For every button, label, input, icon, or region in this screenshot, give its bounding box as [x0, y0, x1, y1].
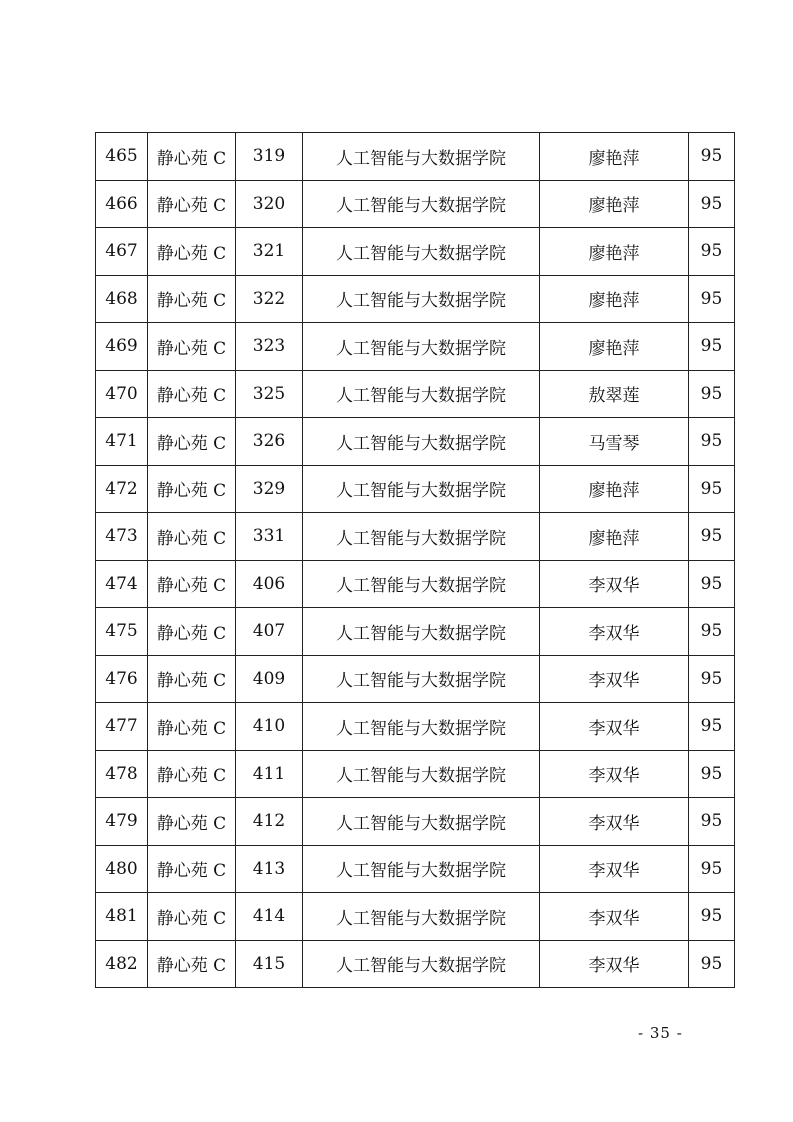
cell-room-number: 414: [236, 893, 303, 941]
cell-serial-number: 470: [96, 370, 148, 418]
cell-room-number: 411: [236, 750, 303, 798]
cell-supervisor-name: 李双华: [540, 655, 689, 703]
cell-college: 人工智能与大数据学院: [303, 180, 540, 228]
cell-room-number: 323: [236, 323, 303, 371]
cell-college: 人工智能与大数据学院: [303, 845, 540, 893]
cell-score: 95: [689, 655, 735, 703]
cell-room-number: 325: [236, 370, 303, 418]
cell-serial-number: 476: [96, 655, 148, 703]
table-row: [96, 940, 735, 988]
cell-building: 静心苑 C: [148, 940, 236, 988]
cell-serial-number: 480: [96, 845, 148, 893]
cell-room-number: 410: [236, 703, 303, 751]
cell-supervisor-name: 李双华: [540, 750, 689, 798]
cell-score: 95: [689, 845, 735, 893]
table-row: [96, 798, 735, 846]
cell-building: 静心苑 C: [148, 275, 236, 323]
table-row: [96, 655, 735, 703]
cell-supervisor-name: 马雪琴: [540, 418, 689, 466]
cell-building: 静心苑 C: [148, 750, 236, 798]
cell-serial-number: 482: [96, 940, 148, 988]
cell-room-number: 326: [236, 418, 303, 466]
cell-room-number: 329: [236, 465, 303, 513]
cell-building: 静心苑 C: [148, 893, 236, 941]
cell-supervisor-name: 李双华: [540, 608, 689, 656]
cell-building: 静心苑 C: [148, 798, 236, 846]
cell-building: 静心苑 C: [148, 513, 236, 561]
cell-building: 静心苑 C: [148, 655, 236, 703]
cell-serial-number: 466: [96, 180, 148, 228]
cell-building: 静心苑 C: [148, 608, 236, 656]
cell-serial-number: 468: [96, 275, 148, 323]
cell-score: 95: [689, 560, 735, 608]
cell-college: 人工智能与大数据学院: [303, 750, 540, 798]
table-row: [96, 560, 735, 608]
cell-room-number: 409: [236, 655, 303, 703]
cell-college: 人工智能与大数据学院: [303, 275, 540, 323]
cell-serial-number: 477: [96, 703, 148, 751]
cell-college: 人工智能与大数据学院: [303, 133, 540, 181]
table-row: [96, 180, 735, 228]
cell-college: 人工智能与大数据学院: [303, 465, 540, 513]
cell-building: 静心苑 C: [148, 465, 236, 513]
cell-score: 95: [689, 513, 735, 561]
cell-score: 95: [689, 418, 735, 466]
table-row: [96, 370, 735, 418]
cell-score: 95: [689, 323, 735, 371]
cell-college: 人工智能与大数据学院: [303, 418, 540, 466]
cell-serial-number: 473: [96, 513, 148, 561]
cell-room-number: 412: [236, 798, 303, 846]
cell-score: 95: [689, 750, 735, 798]
cell-building: 静心苑 C: [148, 703, 236, 751]
table-row: [96, 893, 735, 941]
cell-room-number: 331: [236, 513, 303, 561]
dormitory-score-table: [95, 132, 735, 988]
cell-room-number: 415: [236, 940, 303, 988]
cell-score: 95: [689, 275, 735, 323]
cell-room-number: 406: [236, 560, 303, 608]
cell-serial-number: 467: [96, 228, 148, 276]
cell-supervisor-name: 廖艳萍: [540, 323, 689, 371]
cell-building: 静心苑 C: [148, 370, 236, 418]
cell-supervisor-name: 李双华: [540, 560, 689, 608]
table-row: [96, 750, 735, 798]
cell-serial-number: 478: [96, 750, 148, 798]
page-number: - 35 -: [638, 1024, 683, 1042]
cell-supervisor-name: 廖艳萍: [540, 228, 689, 276]
cell-college: 人工智能与大数据学院: [303, 703, 540, 751]
cell-college: 人工智能与大数据学院: [303, 608, 540, 656]
cell-college: 人工智能与大数据学院: [303, 370, 540, 418]
cell-college: 人工智能与大数据学院: [303, 940, 540, 988]
cell-college: 人工智能与大数据学院: [303, 228, 540, 276]
table-row: [96, 845, 735, 893]
cell-score: 95: [689, 370, 735, 418]
table-row: [96, 275, 735, 323]
table-row: [96, 465, 735, 513]
cell-serial-number: 479: [96, 798, 148, 846]
cell-serial-number: 472: [96, 465, 148, 513]
cell-score: 95: [689, 133, 735, 181]
cell-supervisor-name: 李双华: [540, 893, 689, 941]
cell-supervisor-name: 廖艳萍: [540, 275, 689, 323]
cell-room-number: 322: [236, 275, 303, 323]
cell-supervisor-name: 廖艳萍: [540, 513, 689, 561]
table-row: [96, 608, 735, 656]
cell-building: 静心苑 C: [148, 418, 236, 466]
cell-score: 95: [689, 893, 735, 941]
cell-building: 静心苑 C: [148, 845, 236, 893]
cell-serial-number: 465: [96, 133, 148, 181]
cell-score: 95: [689, 703, 735, 751]
cell-supervisor-name: 李双华: [540, 845, 689, 893]
cell-college: 人工智能与大数据学院: [303, 893, 540, 941]
cell-building: 静心苑 C: [148, 133, 236, 181]
cell-score: 95: [689, 798, 735, 846]
cell-score: 95: [689, 465, 735, 513]
table-row: [96, 703, 735, 751]
cell-room-number: 319: [236, 133, 303, 181]
cell-building: 静心苑 C: [148, 180, 236, 228]
table-row: [96, 513, 735, 561]
cell-serial-number: 474: [96, 560, 148, 608]
table-row: [96, 133, 735, 181]
table-body: [96, 133, 735, 988]
cell-supervisor-name: 李双华: [540, 703, 689, 751]
table-row: [96, 228, 735, 276]
cell-college: 人工智能与大数据学院: [303, 560, 540, 608]
cell-college: 人工智能与大数据学院: [303, 513, 540, 561]
cell-supervisor-name: 李双华: [540, 798, 689, 846]
cell-serial-number: 475: [96, 608, 148, 656]
cell-room-number: 413: [236, 845, 303, 893]
cell-college: 人工智能与大数据学院: [303, 655, 540, 703]
cell-supervisor-name: 廖艳萍: [540, 133, 689, 181]
cell-building: 静心苑 C: [148, 560, 236, 608]
cell-college: 人工智能与大数据学院: [303, 798, 540, 846]
table-row: [96, 323, 735, 371]
table-row: [96, 418, 735, 466]
cell-room-number: 320: [236, 180, 303, 228]
cell-score: 95: [689, 940, 735, 988]
cell-supervisor-name: 廖艳萍: [540, 465, 689, 513]
cell-score: 95: [689, 180, 735, 228]
cell-room-number: 407: [236, 608, 303, 656]
cell-room-number: 321: [236, 228, 303, 276]
cell-supervisor-name: 廖艳萍: [540, 180, 689, 228]
cell-supervisor-name: 李双华: [540, 940, 689, 988]
cell-serial-number: 481: [96, 893, 148, 941]
cell-score: 95: [689, 608, 735, 656]
cell-building: 静心苑 C: [148, 323, 236, 371]
cell-supervisor-name: 敖翠莲: [540, 370, 689, 418]
cell-college: 人工智能与大数据学院: [303, 323, 540, 371]
cell-serial-number: 471: [96, 418, 148, 466]
cell-building: 静心苑 C: [148, 228, 236, 276]
cell-serial-number: 469: [96, 323, 148, 371]
cell-score: 95: [689, 228, 735, 276]
